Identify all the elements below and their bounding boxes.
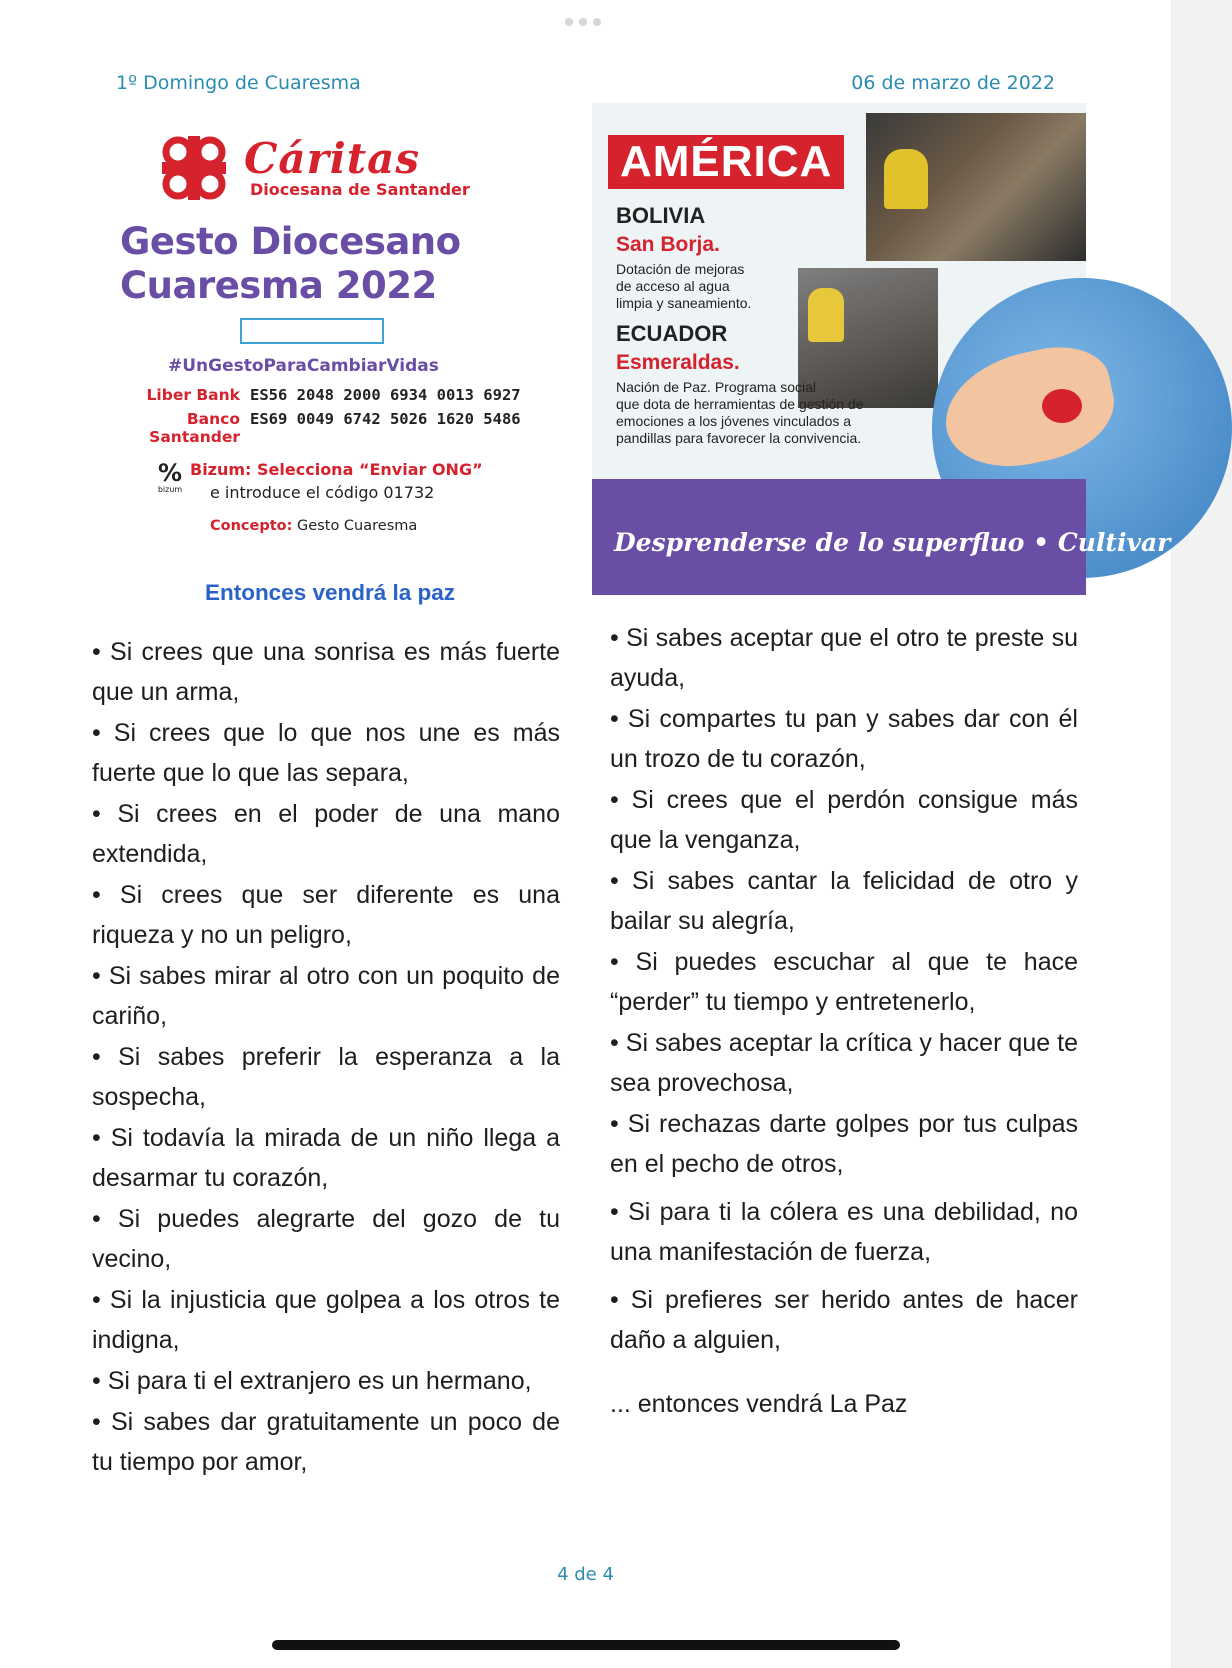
- more-dots-icon[interactable]: [565, 18, 601, 26]
- caritas-block: [100, 128, 560, 534]
- poem-closing: ... entonces vendrá La Paz: [610, 1390, 908, 1418]
- bolivia-description: Dotación de mejoras de acceso al agua limpia y saneamiento.: [616, 261, 752, 311]
- city-esmeraldas: Esmeraldas.: [616, 351, 740, 374]
- bizum-line2: e introduce el código 01732: [210, 483, 435, 502]
- campaign-title-line2: Cuaresma 2022: [120, 264, 437, 307]
- bizum-caption: bizum: [157, 485, 183, 494]
- country-ecuador: ECUADOR: [616, 321, 728, 346]
- poem-verse: • Si crees que lo que nos une es más fuerte que lo que las separa,: [92, 719, 560, 787]
- poem-verse: • Si sabes aceptar la crítica y hacer que te sea provechosa,: [610, 1029, 1078, 1097]
- poem-verse: • Si crees que una sonrisa es más fuerte que un arma,: [92, 638, 560, 706]
- bank-row: [100, 386, 560, 404]
- poem-verse: • Si sabes mirar al otro con un poquito de cariño,: [92, 962, 560, 1030]
- poem-verse: • Si sabes aceptar que el otro te preste su ayuda,: [610, 624, 1078, 692]
- brand-subtitle: Diocesana de Santander: [250, 179, 470, 199]
- empty-outline-box: [240, 318, 384, 344]
- region-tag: AMÉRICA: [608, 135, 844, 189]
- bizum-info: [150, 460, 560, 502]
- bizum-symbol: %: [157, 459, 183, 487]
- page-number: 4 de 4: [557, 1564, 614, 1585]
- campaign-title: [120, 220, 560, 308]
- header-left: 1º Domingo de Cuaresma: [116, 72, 361, 94]
- poem-verse: • Si crees que el perdón consigue más que la venganza,: [610, 786, 1078, 854]
- poem-verse: • Si compartes tu pan y sabes dar con él un trozo de tu corazón,: [610, 705, 1078, 773]
- poem-title: Entonces vendrá la paz: [204, 580, 456, 605]
- poem-verse: • Si rechazas darte golpes por tus culpas en el pecho de otros,: [610, 1110, 1078, 1178]
- poem-verse: • Si sabes cantar la felicidad de otro y bailar su alegría,: [610, 867, 1078, 935]
- caritas-cross-icon: [154, 128, 234, 208]
- poem-verse: • Si para ti la cólera es una debilidad, no una manifestación de fuerza,: [610, 1198, 1078, 1266]
- hashtag: #UnGestoParaCambiarVidas: [168, 356, 439, 376]
- header-right: 06 de marzo de 2022: [851, 72, 1055, 94]
- poem-verse: • Si todavía la mirada de un niño llega a desarmar tu corazón,: [92, 1124, 560, 1192]
- home-indicator[interactable]: [272, 1640, 900, 1650]
- poem-verse: • Si la injusticia que golpea a los otros te indigna,: [92, 1286, 560, 1354]
- concepto-label: Concepto:: [210, 518, 293, 534]
- photo-bolivia: [866, 113, 1086, 261]
- bizum-icon: [150, 460, 190, 502]
- poem-column-left: [92, 632, 560, 1483]
- slogan-text: Desprenderse de lo superfluo • Cultivar: [614, 528, 1171, 557]
- poem-verse: • Si para ti el extranjero es un hermano,: [92, 1367, 532, 1395]
- caritas-logo: [154, 128, 560, 208]
- campaign-title-line1: Gesto Diocesano: [120, 220, 461, 263]
- bank-name: Liber Bank: [146, 386, 240, 404]
- concepto: [210, 518, 560, 534]
- poem-column-right: [610, 618, 1078, 1425]
- poem-verse: • Si puedes alegrarte del gozo de tu vecino,: [92, 1205, 560, 1273]
- bank-iban: ES56 2048 2000 6934 0013 6927: [250, 386, 521, 404]
- bank-iban: ES69 0049 6742 5026 1620 5486: [250, 410, 521, 428]
- bizum-line1: Bizum: Selecciona “Enviar ONG”: [190, 460, 483, 479]
- poem-verse: • Si sabes preferir la esperanza a la sospecha,: [92, 1043, 560, 1111]
- poem-verse: • Si crees que ser diferente es una riqueza y no un peligro,: [92, 881, 560, 949]
- concepto-value: Gesto Cuaresma: [297, 518, 418, 534]
- bank-row: [100, 410, 560, 446]
- country-bolivia: BOLIVIA: [616, 203, 706, 228]
- city-san-borja: San Borja.: [616, 233, 720, 256]
- brand-name: Cáritas: [244, 133, 420, 183]
- america-poster: [592, 103, 1171, 595]
- poem-verse: • Si crees en el poder de una mano extendida,: [92, 800, 560, 868]
- poem-verse: • Si prefieres ser herido antes de hacer daño a alguien,: [610, 1286, 1078, 1354]
- poem-verse: • Si puedes escuchar al que te hace “perder” tu tiempo y entretenerlo,: [610, 948, 1078, 1016]
- poem-verse: • Si sabes dar gratuitamente un poco de tu tiempo por amor,: [92, 1408, 560, 1476]
- heart-icon: [1042, 389, 1082, 423]
- ecuador-description: Nación de Paz. Programa social que dota de herramientas de gestión de emociones a los jóvenes vinculados a pandillas para favorecer la convivencia.: [616, 379, 864, 446]
- bank-name: Banco Santander: [149, 410, 240, 446]
